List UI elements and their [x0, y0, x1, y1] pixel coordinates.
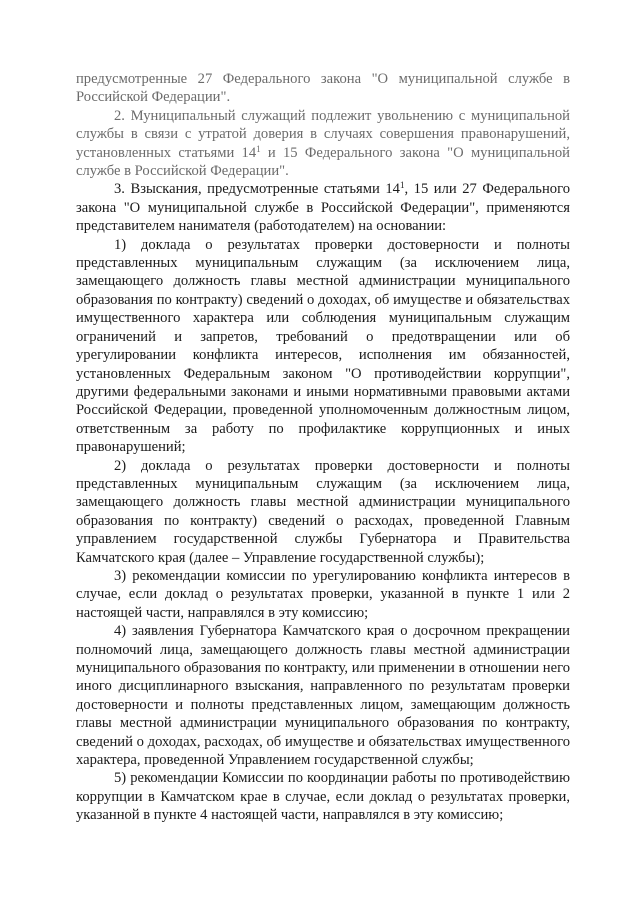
- paragraph-text: и 15 Федерального закона "О муниципальной службе в Российской Федерации".: [76, 144, 570, 180]
- paragraph-text: 2. Муниципальный служащий подлежит увольнению с муниципальной службы в связи с утратой доверия в случаях совершения правонарушений, установленных статьями 14: [76, 107, 570, 161]
- paragraph-continuation: [76, 70, 570, 107]
- paragraph-text: , 15 или 27 Федерального закона "О муниципальной службе в Российской Федерации", применяются представителем нанимателя (работодателем) на основании:: [76, 181, 570, 235]
- paragraph-item-3: [76, 180, 570, 235]
- list-item-3: 3) рекомендации комиссии по урегулированию конфликта интересов в случае, если доклад о результатах проверки, указанной в пункте 1 или 2 настоящей части, направлялся в эту комиссию;: [76, 567, 570, 621]
- paragraph-text: 3. Взыскания, предусмотренные статьями 14: [114, 181, 400, 198]
- paragraph-text: предусмотренные 27 Федерального закона "О муниципальной службе в Российской Федерации".: [76, 71, 570, 106]
- list-item-1: 1) доклада о результатах проверки достоверности и полноты представленных муниципальным служащим (за исключением лица, замещающего должность главы местной администрации муниципального образования по контракту) сведений о доходах, об имуществе и обязательствах имущественного характера или соблюдения муниципальным служащим ограничений и запретов, требований о предотвращении или об урегулировании конфликта интересов, исполнения им обязанностей, установленных Федеральным законом "О противодействии коррупции", другими федеральными законами и иными нормативными правовыми актами Российской Федерации, проведенной уполномоченным должностным лицом, ответственным за работу по профилактике коррупционных и иных правонарушений;: [76, 236, 570, 456]
- document-body: [76, 70, 570, 825]
- list-item-2: 2) доклада о результатах проверки достоверности и полноты представленных муниципальным служащим (за исключением лица, замещающего должность главы местной администрации муниципального образования по контракту) сведений о расходах, проведенной Главным управлением государственной службы Губернатора и Правительства Камчатского края (далее – Управление государственной службы);: [76, 457, 570, 566]
- list-item-5: 5) рекомендации Комиссии по координации работы по противодействию коррупции в Камчатском крае в случае, если доклад о результатах проверки, указанной в пункте 4 настоящей части, направлялся в эту комиссию;: [76, 770, 570, 824]
- paragraph-item-2: [76, 107, 570, 181]
- list-item-4: 4) заявления Губернатора Камчатского края о досрочном прекращении полномочий лица, замещающего должность главы местной администрации муниципального образования по контракту, или применении в отношении него иного дисциплинарного взыскания, направленного по результатам проверки достоверности и полноты представленных лицом, замещающим должность главы местной администрации муниципального образования по контракту, сведений о доходах, расходах, об имуществе и обязательствах имущественного характера, проведенной Управлением государственной службы;: [76, 623, 570, 769]
- superscript: 1: [399, 180, 405, 191]
- superscript: 1: [256, 143, 261, 154]
